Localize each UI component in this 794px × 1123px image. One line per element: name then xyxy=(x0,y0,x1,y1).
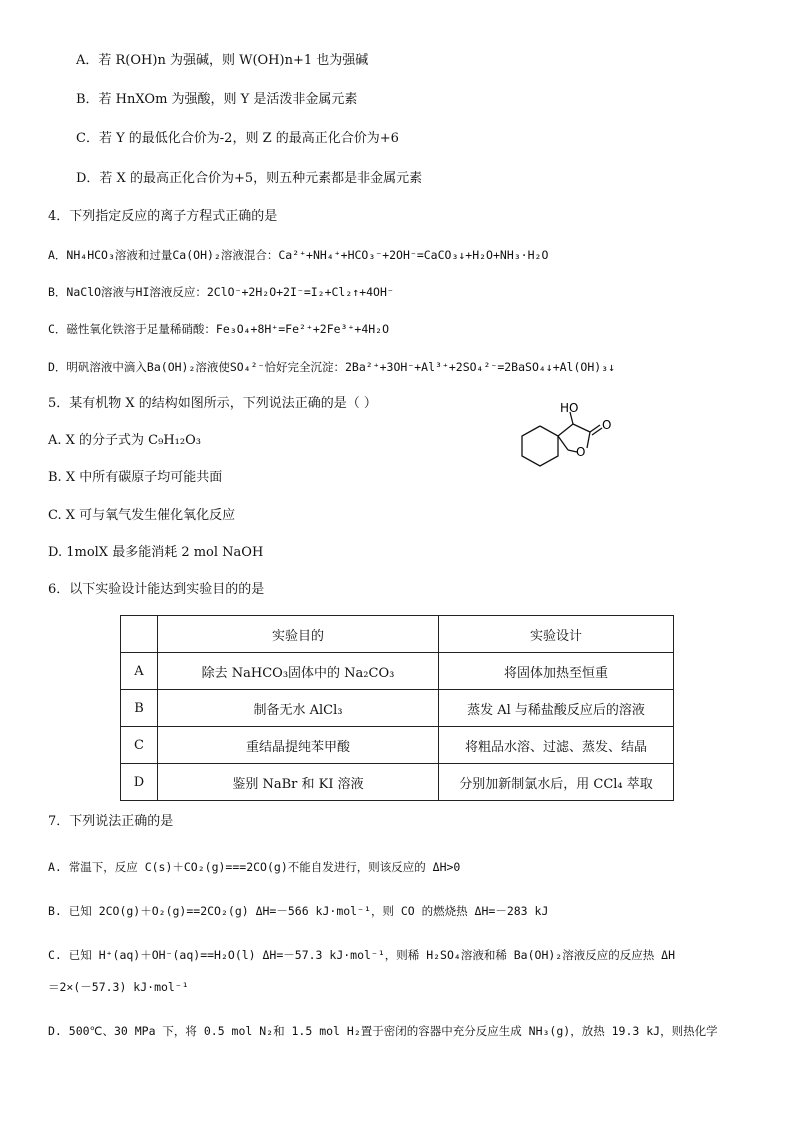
q4-stem: 4．下列指定反应的离子方程式正确的是 xyxy=(48,209,278,224)
row-design: 蒸发 Al 与稀盐酸反应后的溶液 xyxy=(439,690,674,727)
ring-oxygen-label: O xyxy=(576,445,586,459)
table-header-row xyxy=(121,616,674,653)
row-purpose: 除去 NaHCO₃固体中的 Na₂CO₃ xyxy=(158,653,439,690)
q7-stem: 7．下列说法正确的是 xyxy=(48,814,174,829)
q5-stem: 5．某有机物 X 的结构如图所示，下列说法正确的是（ ） xyxy=(48,396,377,411)
q5-option-a: A. X 的分子式为 C₉H₁₂O₃ xyxy=(48,433,201,448)
q7-option-d: D. 500℃、30 MPa 下，将 0.5 mol N₂和 1.5 mol H₂置于密闭的容器中充分反应生成 NH₃(g)，放热 19.3 kJ，则热化学 xyxy=(48,1024,718,1038)
q4-option-b: B．NaClO溶液与HI溶液反应：2ClO⁻+2H₂O+2I⁻=I₂+Cl₂↑+4OH⁻ xyxy=(48,285,394,299)
q7-option-c: C. 已知 H⁺(aq)＋OH⁻(aq)==H₂O(l) ΔH=－57.3 kJ·mol⁻¹，则稀 H₂SO₄溶液和稀 Ba(OH)₂溶液反应的反应热 ΔH xyxy=(48,948,675,962)
q4-option-d: D．明矾溶液中滴入Ba(OH)₂溶液使SO₄²⁻恰好完全沉淀：2Ba²⁺+3OH⁻+Al³⁺+2SO₄²⁻=2BaSO₄↓+Al(OH)₃↓ xyxy=(48,360,616,374)
row-design: 分别加新制氯水后，用 CCl₄ 萃取 xyxy=(439,764,674,801)
q7-option-a: A. 常温下，反应 C(s)＋CO₂(g)===2CO(g)不能自发进行，则该反应的 ΔH>0 xyxy=(48,860,461,874)
q7-option-b: B. 已知 2CO(g)＋O₂(g)==2CO₂(g) ΔH=－566 kJ·mol⁻¹，则 CO 的燃烧热 ΔH=－283 kJ xyxy=(48,904,549,918)
carbonyl-oxygen-label: O xyxy=(602,418,612,432)
q4-option-c: C．磁性氧化铁溶于足量稀硝酸：Fe₃O₄+8H⁺=Fe²⁺+2Fe³⁺+4H₂O xyxy=(48,322,390,336)
q3-option-d: D．若 X 的最高正化合价为+5，则五种元素都是非金属元素 xyxy=(76,171,423,186)
row-purpose: 鉴别 NaBr 和 KI 溶液 xyxy=(158,764,439,801)
row-key: C xyxy=(121,727,158,764)
table-row xyxy=(121,653,674,690)
table-header-design: 实验设计 xyxy=(439,616,674,653)
q7-option-c-continued: ＝2×(－57.3) kJ·mol⁻¹ xyxy=(48,980,189,994)
table-row xyxy=(121,764,674,801)
row-design: 将固体加热至恒重 xyxy=(439,653,674,690)
hydroxyl-label: HO xyxy=(560,401,579,415)
row-design: 将粗品水溶、过滤、蒸发、结晶 xyxy=(439,727,674,764)
row-key: D xyxy=(121,764,158,801)
table-header-key xyxy=(121,616,158,653)
experiment-table xyxy=(120,615,674,801)
row-key: B xyxy=(121,690,158,727)
q3-option-a: A．若 R(OH)n 为强碱，则 W(OH)n+1 也为强碱 xyxy=(76,53,369,68)
q5-option-d: D. 1molX 最多能消耗 2 mol NaOH xyxy=(48,545,264,560)
row-key: A xyxy=(121,653,158,690)
structure-diagram xyxy=(510,398,620,468)
q5-option-b: B. X 中所有碳原子均可能共面 xyxy=(48,470,223,485)
row-purpose: 制备无水 AlCl₃ xyxy=(158,690,439,727)
q3-option-b: B．若 HnXOm 为强酸，则 Y 是活泼非金属元素 xyxy=(76,92,358,107)
q6-stem: 6．以下实验设计能达到实验目的的是 xyxy=(48,582,265,597)
table-row xyxy=(121,690,674,727)
q3-option-c: C．若 Y 的最低化合价为-2，则 Z 的最高正化合价为+6 xyxy=(76,131,399,146)
q4-option-a: A．NH₄HCO₃溶液和过量Ca(OH)₂溶液混合：Ca²⁺+NH₄⁺+HCO₃⁻+2OH⁻=CaCO₃↓+H₂O+NH₃·H₂O xyxy=(48,248,549,262)
table-row xyxy=(121,727,674,764)
row-purpose: 重结晶提纯苯甲酸 xyxy=(158,727,439,764)
table-header-purpose: 实验目的 xyxy=(158,616,439,653)
q5-option-c: C. X 可与氧气发生催化氧化反应 xyxy=(48,508,236,523)
cyclohexane-ring xyxy=(522,426,558,466)
